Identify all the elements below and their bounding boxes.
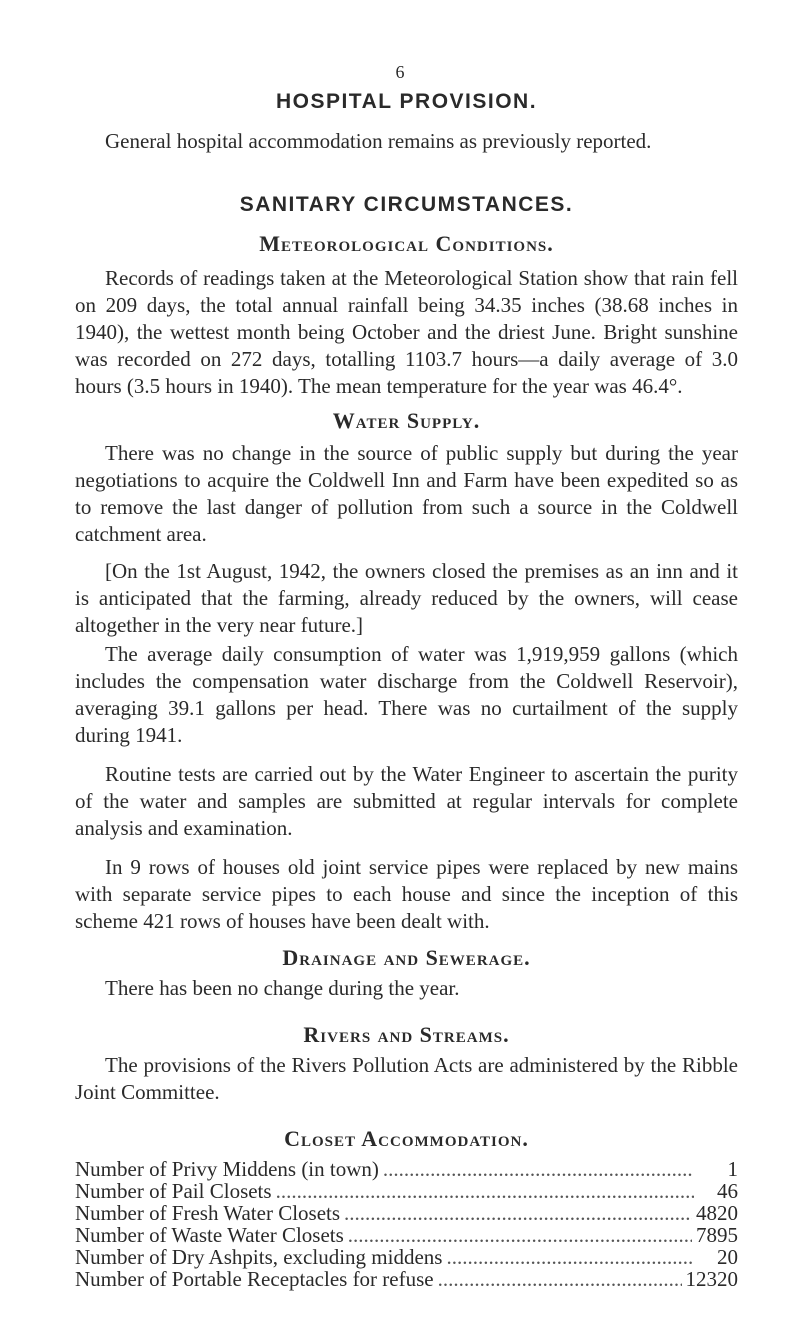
drainage-paragraph: There has been no change during the year. xyxy=(105,976,460,1000)
closet-heading: Closet Accommodation. xyxy=(284,1126,529,1151)
dot-leader xyxy=(446,1246,694,1268)
water-supply-paragraph-5: In 9 rows of houses old joint service pipes were replaced by new mains with separate service pipes to each house and since the inception of this scheme 421 rows of houses have been dealt with. xyxy=(75,855,738,933)
dot-leader xyxy=(348,1224,692,1246)
closet-row xyxy=(75,1202,738,1224)
water-supply-heading: Water Supply. xyxy=(332,408,481,433)
closet-row-label: Number of Pail Closets xyxy=(75,1179,272,1203)
closet-row-label: Number of Waste Water Closets xyxy=(75,1223,344,1247)
water-supply-paragraph-4: Routine tests are carried out by the Water Engineer to ascertain the purity of the water and samples are submitted at regular intervals for complete analysis and examination. xyxy=(75,762,738,840)
meteorological-heading: Meteorological Conditions. xyxy=(259,231,554,256)
closet-row xyxy=(75,1224,738,1246)
meteorological-paragraph: Records of readings taken at the Meteorological Station show that rain fell on 209 days, the total annual rainfall being 34.35 inches (38.68 inches in 1940), the wettest month being October and the driest June. Bright sunshine was recorded on 272 days, totalling 1103.7 hours—a daily average of 3.0 hours (3.5 hours in 1940). The mean temperature for the year was 46.4°. xyxy=(75,266,738,398)
closet-row xyxy=(75,1268,738,1290)
sanitary-section xyxy=(75,193,738,1290)
closet-table xyxy=(75,1158,738,1290)
sanitary-heading: SANITARY CIRCUMSTANCES. xyxy=(239,193,574,216)
closet-row xyxy=(75,1158,738,1180)
rivers-paragraph: The provisions of the Rivers Pollution Acts are administered by the Ribble Joint Committee. xyxy=(75,1053,738,1104)
water-supply-paragraph-1: There was no change in the source of public supply but during the year negotiations to acquire the Coldwell Inn and Farm have been expedited so as to remove the last danger of pollution from such a source in the Coldwell catchment area. xyxy=(75,441,738,546)
closet-row-value: 46 xyxy=(717,1179,738,1203)
water-supply-paragraph-2: [On the 1st August, 1942, the owners closed the premises as an inn and it is anticipated that the farming, already reduced by the owners, will cease altogether in the very near future.] xyxy=(75,559,738,637)
closet-row-label: Number of Privy Middens (in town) xyxy=(75,1157,379,1181)
closet-row-label: Number of Fresh Water Closets xyxy=(75,1201,341,1225)
closet-row-value: 12320 xyxy=(685,1267,738,1291)
hospital-section xyxy=(75,90,738,155)
closet-row-label: Number of Dry Ashpits, excluding middens xyxy=(75,1245,443,1269)
hospital-paragraph: General hospital accommodation remains as previously reported. xyxy=(105,129,652,153)
page-number: 6 xyxy=(395,62,405,82)
closet-row-value: 20 xyxy=(717,1245,738,1269)
closet-row-value: 4820 xyxy=(696,1201,738,1225)
hospital-heading: HOSPITAL PROVISION. xyxy=(275,90,538,113)
closet-row xyxy=(75,1246,738,1268)
rivers-heading: Rivers and Streams. xyxy=(303,1022,510,1047)
water-supply-paragraph-3: The average daily consumption of water was 1,919,959 gallons (which includes the compensation water discharge from the Coldwell Reservoir), averaging 39.1 gallons per head. There was no curtailment of the supply during 1941. xyxy=(75,642,738,747)
dot-leader xyxy=(383,1158,694,1180)
dot-leader xyxy=(438,1268,682,1290)
dot-leader xyxy=(276,1180,694,1202)
drainage-heading: Drainage and Sewerage. xyxy=(282,945,531,970)
closet-row-label: Number of Portable Receptacles for refuse xyxy=(75,1267,434,1291)
dot-leader xyxy=(344,1202,692,1224)
closet-row-value: 7895 xyxy=(696,1223,738,1247)
closet-row xyxy=(75,1180,738,1202)
closet-row-value: 1 xyxy=(727,1157,738,1181)
